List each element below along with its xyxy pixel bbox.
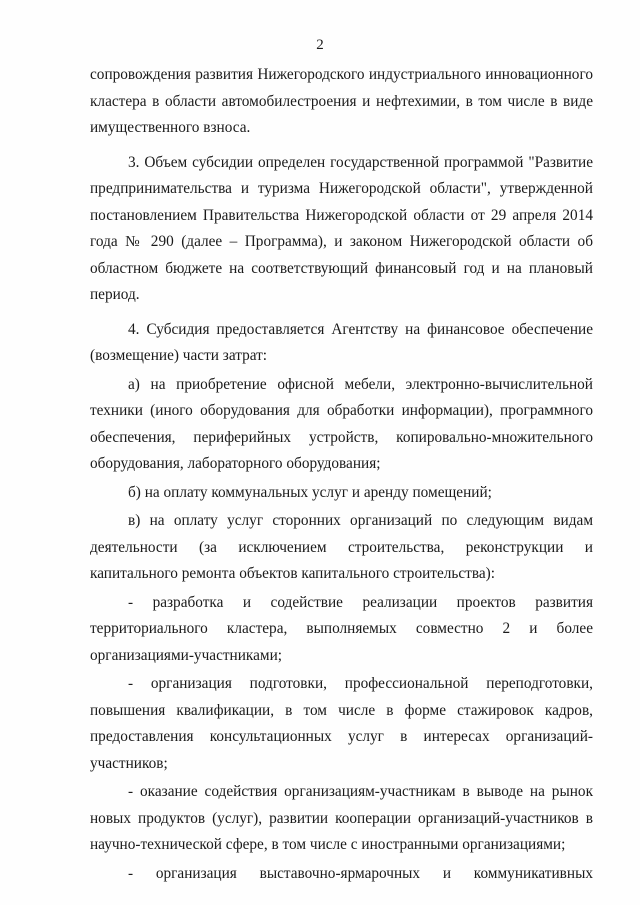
document-body bbox=[90, 62, 593, 887]
paragraph-item-4: 4. Субсидия предоставляется Агентству на финансовое обеспечение (возмещение) части затрат: bbox=[90, 320, 593, 364]
list-item-exhibitions: - организация выставочно-ярмарочных и коммуникативных bbox=[128, 864, 593, 882]
list-item-market-support: - оказание содействия организациям-участникам в выводе на рынок новых продуктов (услуг), развитии кооперации организаций-участников в научно-технической сфере, в том числе с иностранными организациями; bbox=[90, 783, 593, 853]
subitem-v: в) на оплату услуг сторонних организаций по следующим видам деятельности (за исключением строительства, реконструкции и капитального ремонта объектов капитального строительства): bbox=[90, 512, 593, 582]
subitem-b: б) на оплату коммунальных услуг и аренду помещений; bbox=[128, 483, 492, 501]
page-number: 2 bbox=[316, 37, 324, 53]
list-item-development: - разработка и содействие реализации проектов развития территориального кластера, выполняемых совместно 2 и более организациями-участниками; bbox=[90, 593, 593, 664]
subitem-a: а) на приобретение офисной мебели, электронно-вычислительной техники (иного оборудования для обработки информации), программного обеспечения, периферийных устройств, копировально-множительного оборудования, лабораторного оборудования; bbox=[90, 375, 593, 472]
paragraph-continuation: сопровождения развития Нижегородского индустриального инновационного кластера в области автомобилестроения и нефтехимии, в том числе в виде имущественного взноса. bbox=[90, 66, 593, 136]
paragraph-item-3: 3. Объем субсидии определен государственной программой "Развитие предпринимательства и туризма Нижегородской области", утвержденной постановлением Правительства Нижегородской области от 29 апреля 2014 года № 290 (далее – Программа), и законом Нижегородской области об областном бюджете на соответствующий финансовый год и на плановый период. bbox=[90, 153, 593, 303]
list-item-training: - организация подготовки, профессиональной переподготовки, повышения квалификации, в том числе в форме стажировок кадров, предоставления консультационных услуг в интересах организаций-участников; bbox=[90, 675, 593, 772]
